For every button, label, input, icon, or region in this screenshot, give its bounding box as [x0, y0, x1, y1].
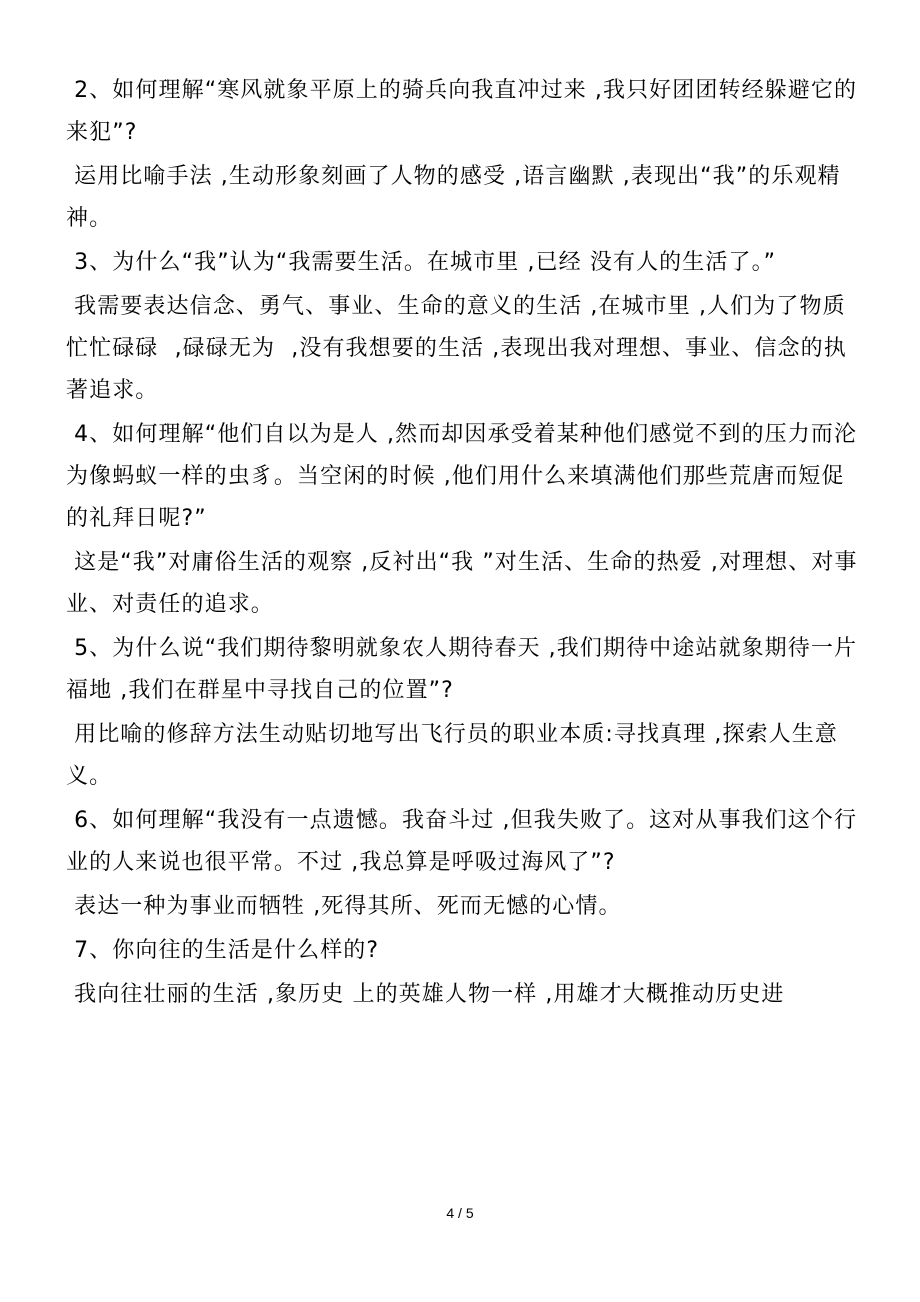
- answer-5: 用比喻的修辞方法生动贴切地写出飞行员的职业本质:寻找真理 ,探索人生意义。: [66, 722, 838, 789]
- question-3: 3、为什么“我”认为“我需要生活。在城市里 ,已经 没有人的生活了。”: [66, 250, 777, 275]
- answer-3: 我需要表达信念、勇气、事业、生命的意义的生活 ,在城市里 ,人们为了物质忙忙碌碌 ,碌碌无为 ,没有我想要的生活 ,表现出我对理想、事业、信念的执著追求。: [66, 294, 847, 403]
- question-7: 7、你向往的生活是什么样的?: [66, 938, 380, 963]
- document-body: [66, 70, 858, 1016]
- question-4: 4、如何理解“他们自以为是人 ,然而却因承受着某种他们感觉不到的压力而沦为像蚂蚁一样的虫豸。当空闲的时候 ,他们用什么来填满他们那些荒唐而短促的礼拜日呢?”: [66, 422, 858, 531]
- answer-4: 这是“我”对庸俗生活的观察 ,反衬出“我 ”对生活、生命的热爱 ,对理想、对事业、对责任的追求。: [66, 550, 858, 617]
- question-6: 6、如何理解“我没有一点遗憾。我奋斗过 ,但我失败了。这对从事我们这个行业的人来说也很平常。不过 ,我总算是呼吸过海风了”?: [66, 808, 858, 875]
- question-5: 5、为什么说“我们期待黎明就象农人期待春天 ,我们期待中途站就象期待一片福地 ,我们在群星中寻找自己的位置”?: [66, 636, 858, 703]
- answer-2: 运用比喻手法 ,生动形象刻画了人物的感受 ,语言幽默 ,表现出“我”的乐观精神。: [66, 164, 841, 231]
- answer-7: 我向往壮丽的生活 ,象历史 上的英雄人物一样 ,用雄才大概推动历史进: [66, 982, 785, 1007]
- page-number: 4 / 5: [446, 1205, 474, 1221]
- question-2: 2、如何理解“寒风就象平原上的骑兵向我直冲过来 ,我只好团团转经躲避它的来犯”?: [66, 78, 858, 145]
- answer-6: 表达一种为事业而牺牲 ,死得其所、死而无憾的心情。: [66, 894, 622, 919]
